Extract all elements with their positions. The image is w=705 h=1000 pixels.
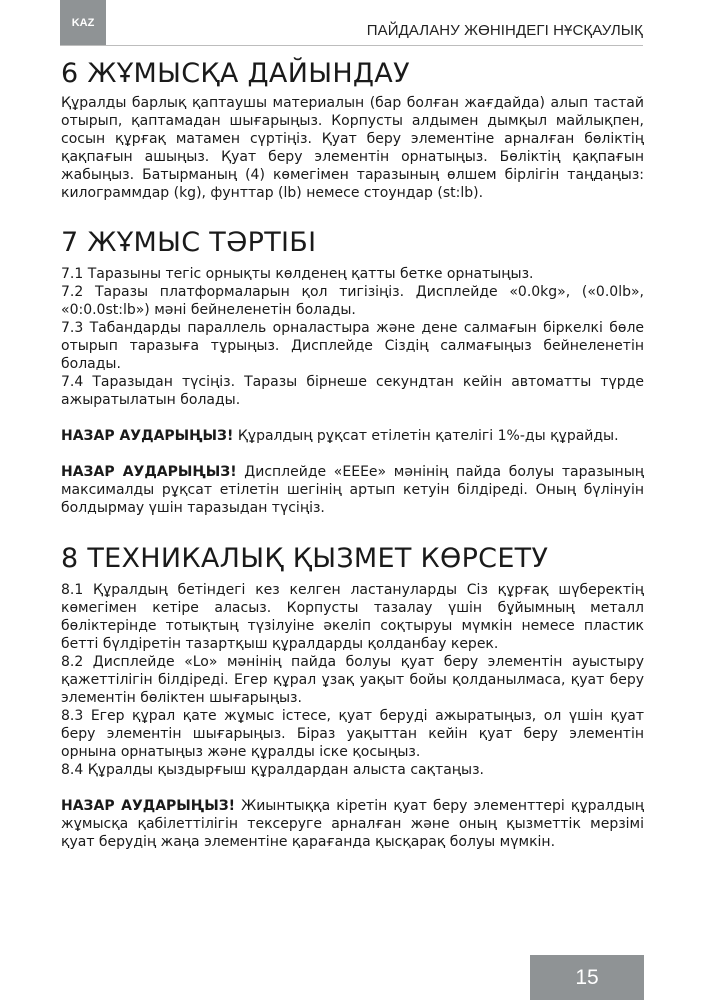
section-6-text: Құралды барлық қаптаушы материалын (бар болған жағдайда) алып тастай отырып, қаптамадан шығарыңыз. Корпусты алдымен дымқыл майлықпен, сосын құрғақ матамен сүртіңіз. Қуат беру элементіне арналған бөліктің қақпағын ашыңыз. Қуат беру элементін орнатыңыз. Бөліктің қақпағын жабыңыз. Батырманың (4) көмегімен таразының өлшем бірлігін таңдаңыз: килограммдар (kg), фунттар (lb) немесе стоундар (st:lb). [61, 95, 644, 201]
step-8-4: 8.4 Құралды қыздырғыш құралдардан алыста сақтаңыз. [61, 762, 484, 778]
warning-text: Құралдың рұқсат етілетін қателігі 1%-ды құрайды. [233, 428, 619, 444]
language-code: KAZ [71, 17, 95, 29]
warning-text: Дисплейде «ЕЕЕе» мәнінің пайда болуы таразының максималды рұқсат етілетін шегінің артып кетуін білдіреді. Оның бүлінуін болдырмау үшін таразыдан түсіңіз. [61, 464, 645, 516]
warning-text: Жиынтыққа кіретін қуат беру элементтері құралдың жұмысқа қабілеттілігін тексеруге арналған және оның қызметтік мерзімі қуат берудің жаңа элементіне қарағанда қысқарақ болуы мүмкін. [61, 798, 644, 850]
warning-label: НАЗАР АУДАРЫҢЫЗ! [61, 428, 234, 444]
section-7-operation [61, 225, 644, 517]
language-tab [60, 0, 106, 46]
warning-overload [61, 463, 644, 517]
page-number: 15 [575, 965, 599, 989]
warning-label: НАЗАР АУДАРЫҢЫЗ! [61, 798, 236, 814]
warning-label: НАЗАР АУДАРЫҢЫЗ! [61, 464, 237, 480]
section-7-title: 7 ЖҰМЫС ТӘРТІБІ [61, 227, 317, 258]
step-8-2: 8.2 Дисплейде «Lo» мәнінің пайда болуы қуат беру элементін ауыстыру қажеттілігін білдіреді. Егер құрал ұзақ уақыт бойы қолданылмаса, қуат беру элементін бөліктен шығарыңыз. [61, 654, 644, 706]
section-8-maintenance [61, 541, 644, 851]
header-divider [60, 45, 643, 46]
step-8-3: 8.3 Егер құрал қате жұмыс істесе, қуат беруді ажыратыңыз, ол үшін қуат беру элементін шығарыңыз. Біраз уақыттан кейін қуат беру элементін орнына орнатыңыз және құралды іске қосыңыз. [61, 708, 644, 760]
section-6-preparation [61, 56, 644, 202]
step-7-1: 7.1 Таразыны тегіс орнықты көлденең қатты бетке орнатыңыз. [61, 266, 534, 282]
page-content [61, 50, 644, 851]
section-8-steps [61, 581, 644, 779]
step-7-3: 7.3 Табандарды параллель орналастыра және дене салмағын біркелкі бөле отырып таразыға тұрыңыз. Дисплейде Сіздің салмағыңыз бейнеленетін болады. [61, 320, 644, 372]
section-6-title: 6 ЖҰМЫСҚА ДАЙЫНДАУ [61, 58, 410, 89]
step-7-2: 7.2 Таразы платформаларын қол тигізіңіз. Дисплейде «0.0kg», («0.0lb», «0:0.0st:lb») мәні бейнеленетін болады. [61, 284, 644, 318]
warning-batteries [61, 797, 644, 851]
step-8-1: 8.1 Құралдың бетіндегі кез келген ластануларды Сіз құрғақ шүберектің көмегімен кетіре аласыз. Корпусты тазалау үшін бұйымның металл бөліктерінде тотықтың түзілуіне әкеліп соқтыруы мүмкін немесе пластик бетті бүлдіретін тазартқыш құралдарды қолданбау керек. [61, 582, 644, 652]
warning-accuracy [61, 427, 644, 445]
manual-header-title: ПАЙДАЛАНУ ЖӨНІНДЕГІ НҰСҚАУЛЫҚ [366, 22, 643, 39]
step-7-4: 7.4 Таразыдан түсіңіз. Таразы бірнеше секундтан кейін автоматты түрде ажыратылатын болады. [61, 374, 644, 408]
section-8-title: 8 ТЕХНИКАЛЫҚ ҚЫЗМЕТ КӨРСЕТУ [61, 543, 549, 574]
section-7-steps [61, 265, 644, 409]
page-number-box [530, 955, 644, 1000]
